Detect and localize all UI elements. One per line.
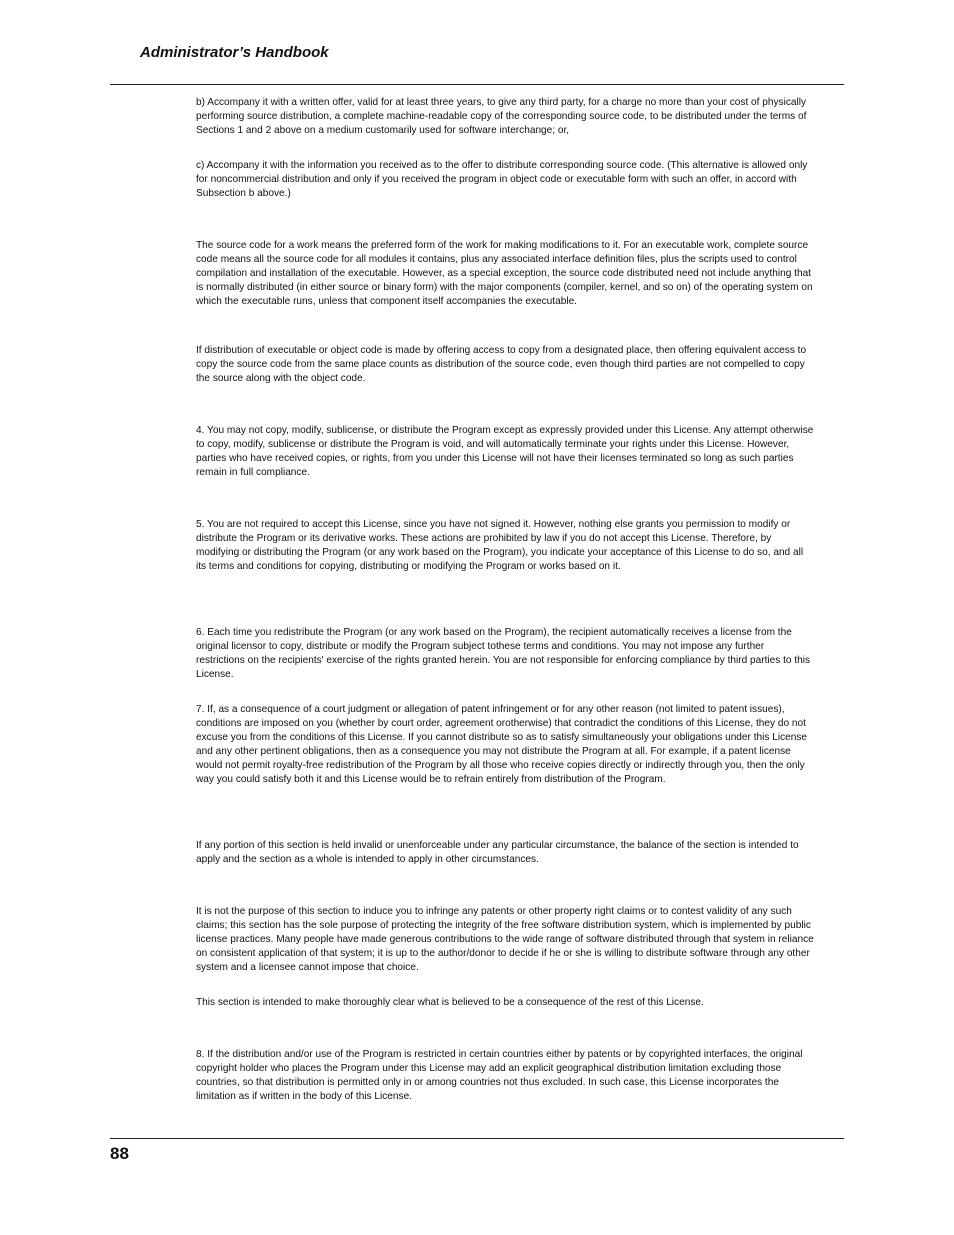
paragraph-source-code-definition: The source code for a work means the preferred form of the work for making modifications to it. For an executable work, complete source code means all the source code for all modules it contains, plus any associated interface definition files, plus the scripts used to control compilation and installation of the executable. However, as a special exception, the source code distributed need not include anything that is normally distributed (in either source or binary form) with the major components (compiler, kernel, and so on) of the operating system on which the executable runs, unless that component itself accompanies the executable. <box>196 240 813 307</box>
paragraph-section-6: 6. Each time you redistribute the Program (or any work based on the Program), the recipient automatically receives a license from the original licensor to copy, distribute or modify the Program subject tothese terms and conditions. You may not impose any further restrictions on the recipients' exercise of the rights granted herein. You are not responsible for enforcing compliance by third parties to this License. <box>196 627 811 680</box>
paragraph-section-4: 4. You may not copy, modify, sublicense, or distribute the Program except as expressly provided under this License. Any attempt otherwise to copy, modify, sublicense or distribute the Program is void, and will automatically terminate your rights under this License. However, parties who have received copies, or rights, from you under this License will not have their licenses terminated so long as such parties remain in full compliance. <box>196 425 814 478</box>
footer-rule <box>110 1138 844 1139</box>
page-number: 88 <box>110 1144 129 1163</box>
paragraph-section-8: 8. If the distribution and/or use of the Program is restricted in certain countries either by patents or by copyrighted interfaces, the original copyright holder who places the Program under this License may add an explicit geographical distribution limitation excluding those countries, so that distribution is permitted only in or among countries not thus excluded. In such case, this License incorporates the limitation as if written in the body of this License. <box>196 1049 803 1102</box>
paragraph-section-7: 7. If, as a consequence of a court judgment or allegation of patent infringement or for any other reason (not limited to patent issues), conditions are imposed on you (whether by court order, agreement orotherwise) that contradict the conditions of this License, they do not excuse you from the conditions of this License. If you cannot distribute so as to satisfy simultaneously your obligations under this License and any other pertinent obligations, then as a consequence you may not distribute the Program at all. For example, if a patent license would not permit royalty-free redistribution of the Program by all those who receive copies directly or indirectly through you, then the only way you could satisfy both it and this License would be to refrain entirely from distribution of the Program. <box>196 704 808 785</box>
header-rule <box>110 84 844 85</box>
paragraph-purpose-of-section: It is not the purpose of this section to induce you to infringe any patents or other property right claims or to contest validity of any such claims; this section has the sole purpose of protecting the integrity of the free software distribution system, which is implemented by public license practices. Many people have made generous contributions to the wide range of software distributed through that system in reliance on consistent application of that system; it is up to the author/donor to decide if he or she is willing to distribute software through any other system and a licensee cannot impose that choice. <box>196 906 814 973</box>
running-header-title: Administrator’s Handbook <box>140 44 329 61</box>
paragraph-section-clarification: This section is intended to make thoroughly clear what is believed to be a consequence of the rest of this License. <box>196 997 704 1008</box>
paragraph-invalid-portion: If any portion of this section is held invalid or unenforceable under any particular circumstance, the balance of the section is intended to apply and the section as a whole is intended to apply in other circumstances. <box>196 840 799 865</box>
paragraph-c-information: c) Accompany it with the information you received as to the offer to distribute corresponding source code. (This alternative is allowed only for noncommercial distribution and only if you received the program in object code or executable form with such an offer, in accord with Subsection b above.) <box>196 160 808 199</box>
paragraph-section-5: 5. You are not required to accept this License, since you have not signed it. However, nothing else grants you permission to modify or distribute the Program or its derivative works. These actions are prohibited by law if you do not accept this License. Therefore, by modifying or distributing the Program (or any work based on the Program), you indicate your acceptance of this License to do so, and all its terms and conditions for copying, distributing or modifying the Program or works based on it. <box>196 519 804 572</box>
paragraph-designated-place: If distribution of executable or object code is made by offering access to copy from a designated place, then offering equivalent access to copy the source code from the same place counts as distribution of the source code, even though third parties are not compelled to copy the source along with the object code. <box>196 345 807 384</box>
paragraph-b-written-offer: b) Accompany it with a written offer, valid for at least three years, to give any third party, for a charge no more than your cost of physically performing source distribution, a complete machine-readable copy of the corresponding source code, to be distributed under the terms of Sections 1 and 2 above on a medium customarily used for software interchange; or, <box>196 97 807 136</box>
